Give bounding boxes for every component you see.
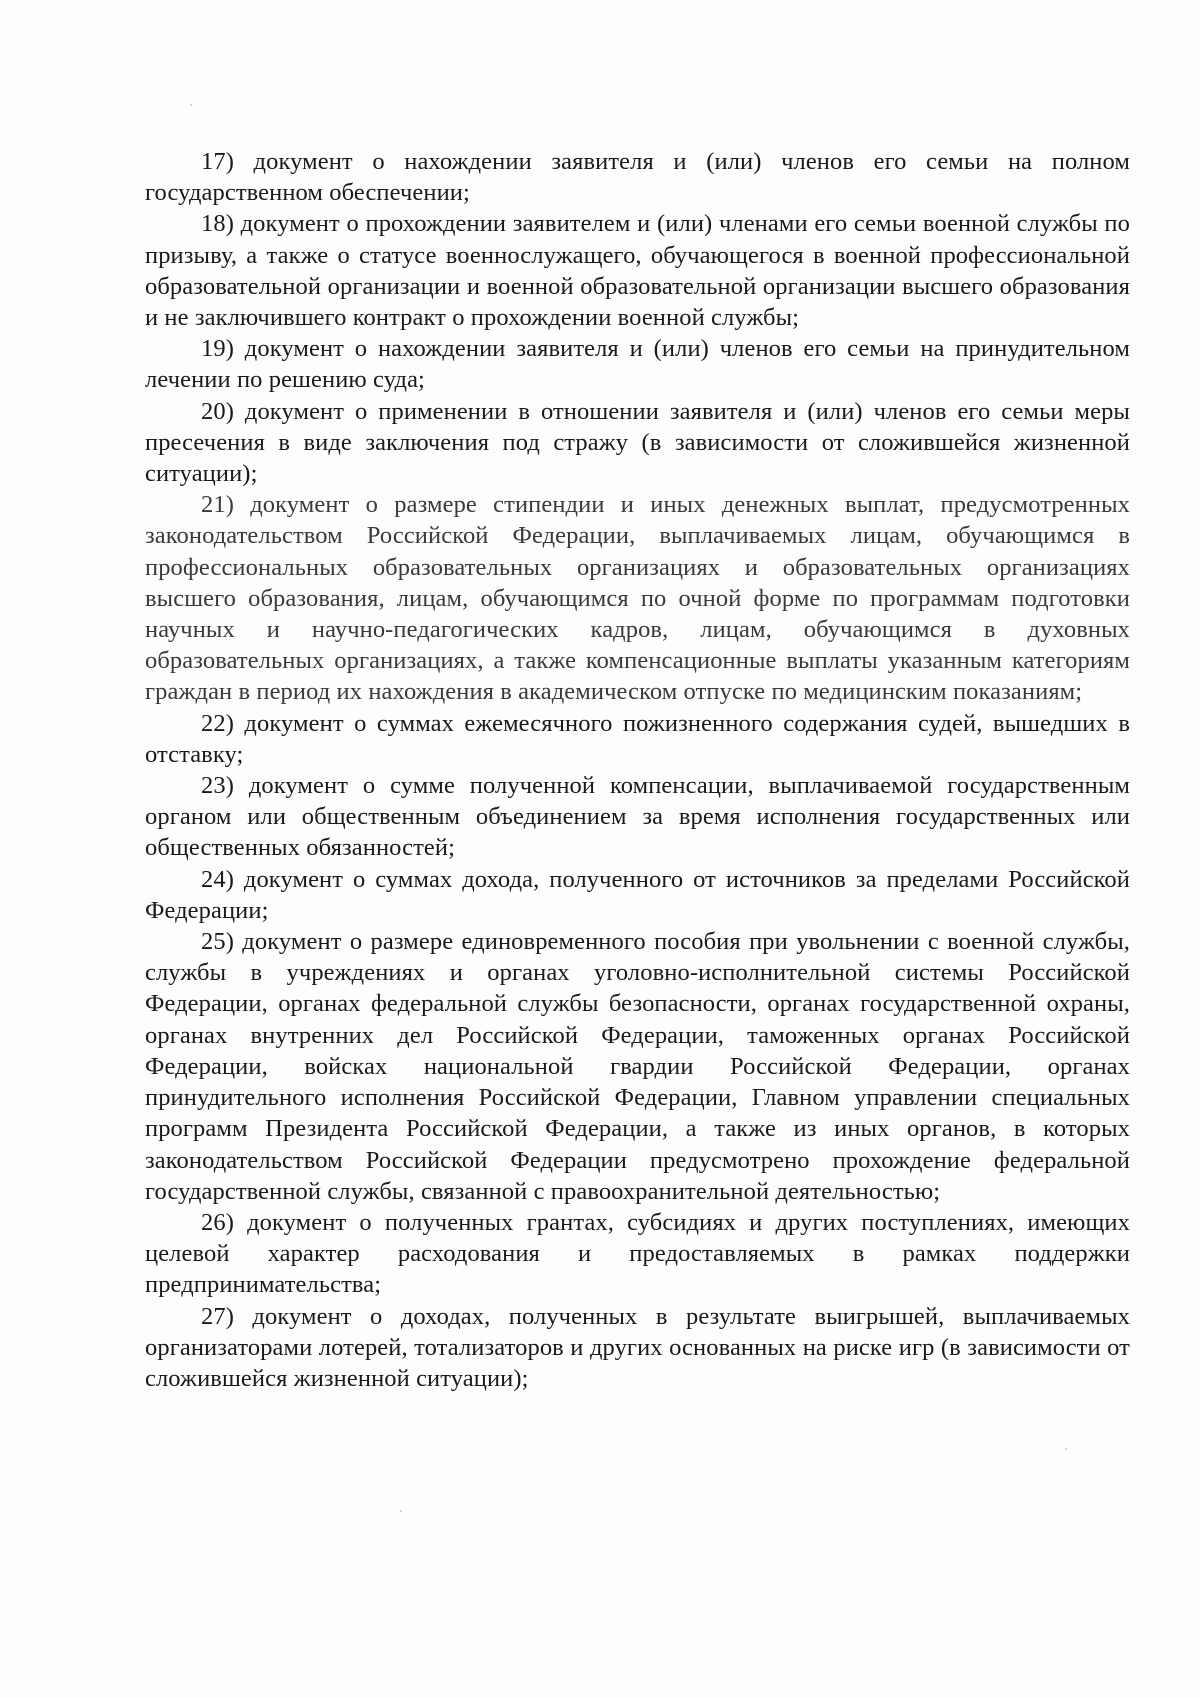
scan-speck [190, 104, 192, 106]
list-item-20: 20) документ о применении в отношении заявителя и (или) членов его семьи меры пресечения в виде заключения под стражу (в зависимости от сложившейся жизненной ситуации); [145, 397, 1130, 488]
scan-speck [400, 1510, 402, 1512]
list-item-27: 27) документ о доходах, полученных в результате выигрышей, выплачиваемых организаторами лотерей, тотализаторов и других основанных на риске игр (в зависимости от сложившейся жизненной ситуации); [145, 1302, 1130, 1392]
scan-speck [1065, 1448, 1067, 1450]
list-item-21: 21) документ о размере стипендии и иных денежных выплат, предусмотренных законодательством Российской Федерации, выплачиваемых лицам, обучающимся в профессиональных образовательных организациях и образовательных организациях высшего образования, лицам, обучающимся по очной форме по программам подготовки научных и научно-педагогических кадров, лицам, обучающимся в духовных образовательных организациях, а также компенсационные выплаты указанным категориям граждан в период их нахождения в академическом отпуске по медицинским показаниям; [145, 491, 1130, 706]
list-item-17: 17) документ о нахождении заявителя и (или) членов его семьи на полном государственном обеспечении; [145, 148, 1130, 207]
list-item-26: 26) документ о полученных грантах, субсидиях и других поступлениях, имеющих целевой характер расходования и предоставляемых в рамках поддержки предпринимательства; [145, 1208, 1130, 1299]
list-item-19: 19) документ о нахождении заявителя и (или) членов его семьи на принудительном лечении по решению суда; [145, 335, 1130, 394]
list-item-25: 25) документ о размере единовременного пособия при увольнении с военной службы, службы в учреждениях и органах уголовно-исполнительной системы Российской Федерации, органах федеральной службы безопасности, органах государственной охраны, органах внутренних дел Российской Федерации, таможенных органах Российской Федерации, войсках национальной гвардии Российской Федерации, органах принудительного исполнения Российской Федерации, Главном управлении специальных программ Президента Российской Федерации, а также из иных органов, в которых законодательством Российской Федерации предусмотрено прохождение федеральной государственной службы, связанной с правоохранительной деятельностью; [145, 928, 1130, 1205]
list-item-18: 18) документ о прохождении заявителем и (или) членами его семьи военной службы по призыву, а также о статусе военнослужащего, обучающегося в военной профессиональной образовательной организации и военной образовательной организации высшего образования и не заключившего контракт о прохождении военной службы; [145, 210, 1130, 332]
list-item-22: 22) документ о суммах ежемесячного пожизненного содержания судей, вышедших в отставку; [145, 709, 1130, 768]
document-body [145, 146, 1130, 1394]
list-item-23: 23) документ о сумме полученной компенсации, выплачиваемой государственным органом или общественным объединением за время исполнения государственных или общественных обязанностей; [145, 772, 1130, 862]
list-item-24: 24) документ о суммах дохода, полученного от источников за пределами Российской Федерации; [145, 865, 1130, 924]
